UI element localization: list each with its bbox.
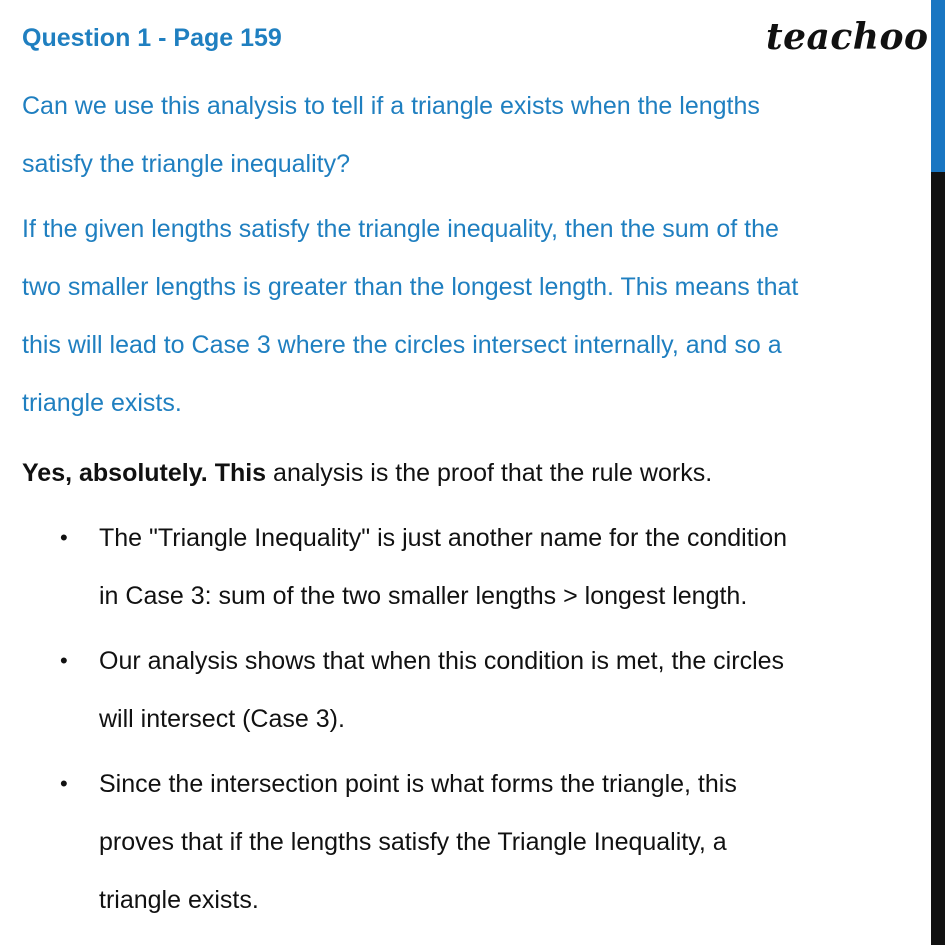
explanation-bullets: [0, 509, 931, 936]
given-answer-line: two smaller lengths is greater than the longest length. This means that: [22, 273, 799, 301]
bullet-line: Since the intersection point is what forms the triangle, this: [99, 770, 737, 798]
page-title: Question 1 - Page 159: [22, 24, 282, 52]
intro-rest: analysis is the proof that the rule works.: [266, 459, 713, 487]
bullet-line: will intersect (Case 3).: [99, 705, 345, 733]
bullet-line: Our analysis shows that when this condition is met, the circles: [99, 647, 785, 675]
given-answer-line: this will lead to Case 3 where the circles intersect internally, and so a: [22, 331, 782, 359]
bullet-text: [99, 509, 931, 625]
bullet-text: [99, 755, 931, 929]
bullet-line: triangle exists.: [99, 886, 259, 914]
question-line: Can we use this analysis to tell if a triangle exists when the lengths: [22, 92, 760, 120]
intro-bold-this: This: [214, 459, 267, 487]
question-text: [22, 77, 945, 193]
bullet-text: [99, 632, 931, 748]
bullet-dot-icon: •: [60, 648, 68, 673]
intro-bold-yes: Yes, absolutely.: [22, 459, 208, 487]
bullet-dot-icon: •: [60, 525, 68, 550]
bullet-line: in Case 3: sum of the two smaller lengths > longest length.: [99, 582, 748, 610]
explanation-intro: [22, 444, 712, 502]
bullet-line: The "Triangle Inequality" is just another name for the condition: [99, 524, 788, 552]
given-answer-line: triangle exists.: [22, 389, 182, 417]
bullet-item: [0, 755, 931, 929]
bullet-item: [0, 632, 931, 748]
question-line: satisfy the triangle inequality?: [22, 150, 350, 178]
bullet-line: proves that if the lengths satisfy the Triangle Inequality, a: [99, 828, 727, 856]
teachoo-logo[interactable]: teachoo: [766, 16, 929, 58]
given-answer-line: If the given lengths satisfy the triangle inequality, then the sum of the: [22, 215, 779, 243]
bullet-item: [0, 509, 931, 625]
bullet-dot-icon: •: [60, 771, 68, 796]
given-answer-text: [22, 200, 945, 432]
